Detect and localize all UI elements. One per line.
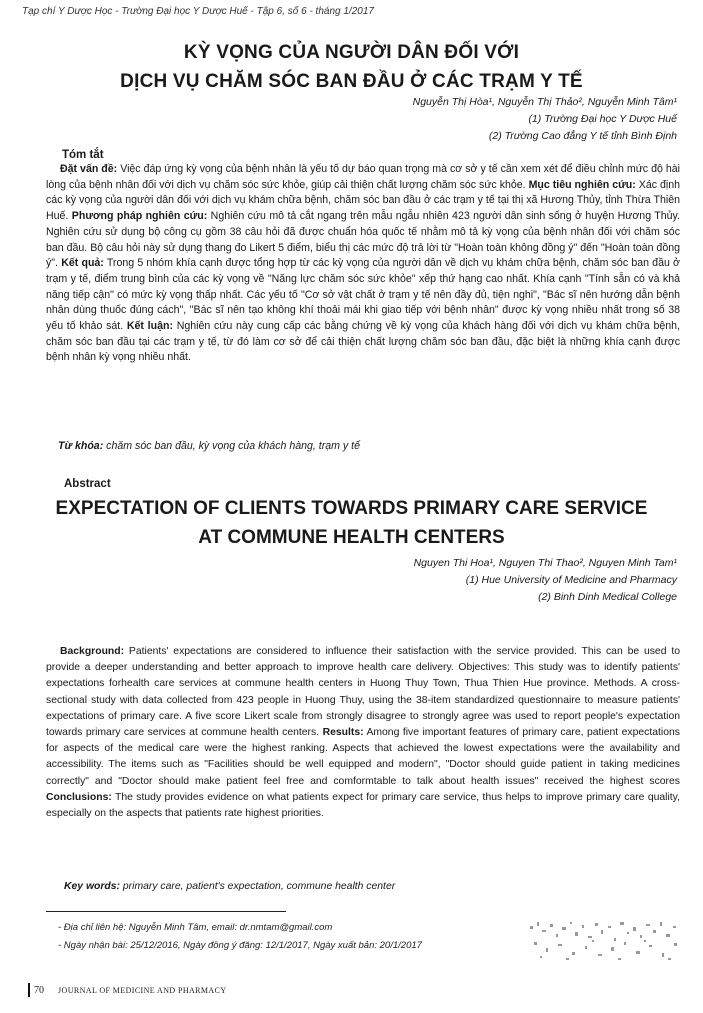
footer-rule [28, 983, 30, 997]
conclusions-label: Conclusions: [46, 791, 112, 803]
methods-text: Nghiên cứu mô tả cắt ngang trên mẫu ngẫu nhiên 423 người dân sinh sống ở huyện Hương Thủy. Nghiên cứu sử dụng bộ công cụ gồm 38 câu hỏi đã được chuẩn hóa quốc tế nhằm mô tả kỳ vọng của bệnh nhân đối với chăm sóc ban đầu. Bộ câu hỏi này sử dụng thang đo Likert 5 điểm, biểu thị các mức độ trả lời từ "Hoàn toàn không đồng ý" đến "Hoàn toàn đồng ý". [46, 210, 681, 270]
keywords-text: primary care, patient's expectation, commune health center [120, 881, 396, 892]
scan-noise-graphic [528, 920, 680, 962]
running-head: Tạp chí Y Dược Học - Trường Đại học Y Dược Huế - Tập 6, số 6 - tháng 1/2017 [22, 6, 374, 17]
conclusion-label: Kết luận: [123, 320, 173, 333]
objective-label: Mục tiêu nghiên cứu: [525, 178, 636, 191]
footnote-divider [46, 911, 286, 912]
conclusions-text: The study provides evidence on what patients expect for primary care service, thus helps to improve primary care quality, especially on the aspects that patients rate highest priorities. [46, 791, 680, 820]
conclusion-text: Nghiên cứu này cung cấp các bằng chứng về kỳ vọng của khách hàng đối với dịch vụ khám chữa bệnh, chăm sóc ban đầu tại các trạm y tế, từ đó làm cơ sở để cải thiện chất lượng chăm sóc ban đầu, đặc biệt là những khía cạnh được bệnh nhân kỳ vọng nhiều nhất. [46, 320, 681, 364]
abstract-heading: Abstract [64, 478, 111, 490]
keywords-vietnamese [58, 440, 360, 452]
methods-label: Phương pháp nghiên cứu: [68, 210, 208, 223]
footnote-contact: - Địa chỉ liên hệ: Nguyễn Minh Tâm, email: dr.nmtam@gmail.com [58, 922, 333, 933]
keywords-label: Key words: [64, 881, 121, 892]
results-text: Among five important features of primary care, patient expectations for aspects of the medical care were the highest ranking. Aspects that achieved the lowest expectations were the availability and accessibility. The items such as "Facilities should be well equipped and modern", "Doctor should guide patient in taking medicines correctly" and "Doctor should make patient feel free and comformtable to talk about health issues" received the highest scores [46, 727, 680, 787]
keywords-english [64, 881, 395, 892]
background-label: Đặt vấn đề: [60, 163, 118, 175]
title-line: EXPECTATION OF CLIENTS TOWARDS PRIMARY CARE SERVICE [55, 498, 648, 519]
footnote-dates: - Ngày nhận bài: 25/12/2016, Ngày đồng ý đăng: 12/1/2017, Ngày xuất bản: 20/1/2017 [58, 940, 422, 951]
author-names-english: Nguyen Thi Hoa¹, Nguyen Thi Thao², Nguyen Minh Tam¹ [413, 557, 677, 569]
page-number: 70 [34, 985, 44, 996]
background-text: Việc đáp ứng kỳ vọng của bệnh nhân là yếu tố dự báo quan trọng mà cơ sở y tế cần xem xét để điều chỉnh mức độ hài lòng của bệnh nhân đối với dịch vụ chăm sóc sức khỏe, giúp cải thiện chất lượng chăm sóc sức khỏe. [46, 163, 681, 191]
title-line: DỊCH VỤ CHĂM SÓC BAN ĐẦU Ở CÁC TRẠM Y TẾ [120, 71, 583, 92]
title-line: KỲ VỌNG CỦA NGƯỜI DÂN ĐỐI VỚI [183, 42, 520, 63]
affiliation-1-vietnamese: (1) Trường Đại học Y Dược Huế [528, 113, 677, 125]
abstract-vietnamese [46, 162, 680, 366]
affiliation-2-vietnamese: (2) Trường Cao đẳng Y tế tỉnh Bình Định [488, 130, 677, 142]
results-label: Kết quả: [58, 257, 104, 270]
journal-name: JOURNAL OF MEDICINE AND PHARMACY [58, 986, 227, 995]
keywords-text: chăm sóc ban đầu, kỳ vọng của khách hàng, trạm y tế [103, 440, 360, 452]
objective-text: Xác định các kỳ vọng của người dân đối với dịch vụ khám chữa bệnh, chăm sóc ban đầu ở các trạm y tế tại thị xã Hương Thủy, tỉnh Thừa Thiên Huế. [46, 178, 681, 223]
summary-heading: Tóm tắt [62, 149, 104, 161]
affiliation-2-english: (2) Binh Dinh Medical College [538, 591, 677, 603]
results-label: Results: [319, 727, 364, 739]
results-text: Trong 5 nhóm khía cạnh được tổng hợp từ các kỳ vọng của người dân về dịch vụ khám chữa bệnh, chăm sóc ban đầu ở trạm y tế, điểm trung bình của các kỳ vọng về "Năng lực chăm sóc sức khỏe" xếp thứ hạng cao nhất. Khía cạnh "Tính sẵn có và khả năng tiếp cận" có mức kỳ vọng thấp nhất. Các yếu tố "Cơ sở vật chất ở trạm y tế nên đầy đủ, tiện nghi", "Bác sĩ nên hướng dẫn bệnh nhân dùng thuốc đúng cách", "Bác sĩ nên tạo không khí thoải mái khi giao tiếp với bệnh nhân" được kỳ vọng nhiều nhất trong số 38 yếu tố khảo sát. [46, 257, 680, 333]
abstract-english [46, 644, 680, 822]
article-title-vietnamese [0, 38, 703, 96]
affiliation-1-english: (1) Hue University of Medicine and Pharmacy [465, 574, 677, 586]
title-line: AT COMMUNE HEALTH CENTERS [198, 527, 505, 548]
background-label: Background: [60, 646, 125, 657]
author-names-vietnamese: Nguyễn Thị Hòa¹, Nguyễn Thị Thảo², Nguyễn Minh Tâm¹ [412, 96, 677, 108]
article-title-english [0, 494, 703, 552]
background-text: Patients' expectations are considered to influence their satisfaction with the service provided. This can be used to provide a deeper understanding and better approach to improve health care delivery. Objectives: This study was to identify patients' expectations forhealth care services at commune health centers in Huong Thuy Town, Thua Thien Hue province. Methods. A cross-sectional study with data collected from 423 people in Huong Thuy, using the 38-item standardized questionnaire to measure patients' expectations of primary care. A five score Likert scale from strongly disagree to strongly agree was used to report people's expectation towards primary care services at commune health centers. [46, 646, 680, 739]
keywords-label: Từ khóa: [58, 440, 104, 452]
